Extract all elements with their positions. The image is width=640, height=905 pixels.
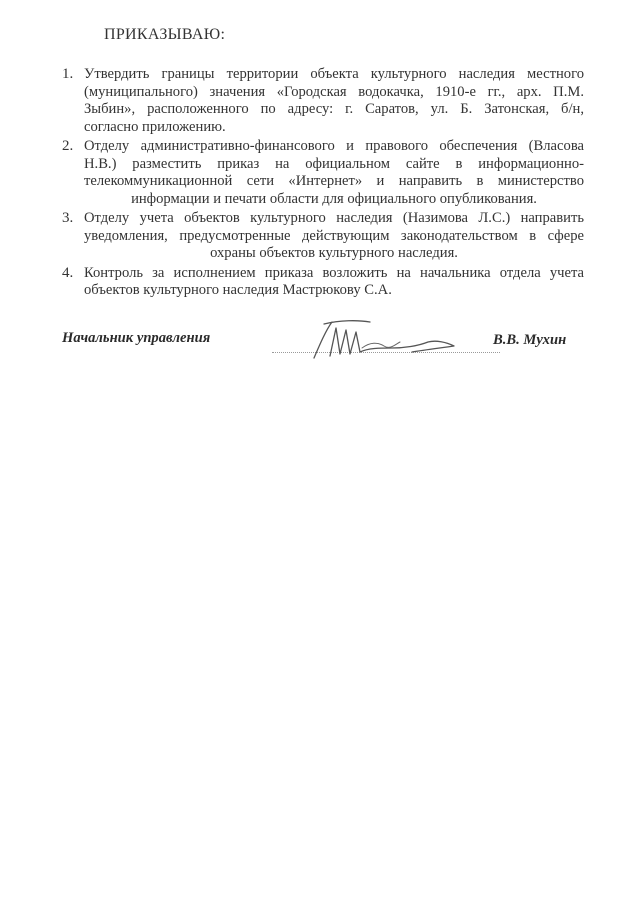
signatory-name: В.В. Мухин bbox=[493, 332, 567, 348]
order-item-line: объектов культурного наследия Мастрюкову С.А. bbox=[84, 282, 392, 298]
handwritten-signature bbox=[300, 318, 480, 362]
order-item bbox=[62, 138, 584, 208]
order-item-line: Контроль за исполнением приказа возложить на начальника отдела учета bbox=[84, 264, 584, 281]
order-item-number: 1. bbox=[62, 66, 74, 82]
order-item bbox=[62, 66, 584, 136]
order-item-line: информации и печати области для официального опубликования. bbox=[131, 190, 537, 207]
signatory-title: Начальник управления bbox=[62, 330, 211, 346]
order-item-line: Утвердить границы территории объекта культурного наследия местного bbox=[84, 66, 584, 82]
order-heading: ПРИКАЗЫВАЮ: bbox=[104, 26, 226, 43]
order-item-line: согласно приложению. bbox=[84, 118, 226, 135]
order-item-line: Отделу учета объектов культурного наследия (Назимова Л.С.) направить bbox=[84, 210, 584, 226]
order-item bbox=[62, 210, 584, 263]
order-item-line: (муниципального) значения «Городская водокачка, 1910-е гг., арх. П.М. bbox=[84, 83, 584, 100]
order-item-line: охраны объектов культурного наследия. bbox=[210, 245, 458, 261]
order-item-number: 3. bbox=[62, 210, 74, 226]
order-item-line: телекоммуникационной сети «Интернет» и направить в министерство bbox=[84, 173, 584, 189]
order-item bbox=[62, 265, 584, 300]
order-item-line: Н.В.) разместить приказ на официальном сайте в информационно- bbox=[84, 155, 584, 172]
order-item-line: Зыбин», расположенного по адресу: г. Саратов, ул. Б. Затонская, б/н, bbox=[84, 101, 584, 117]
order-items-list bbox=[62, 66, 584, 302]
signature-block bbox=[62, 318, 592, 366]
order-item-line: уведомления, предусмотренные действующим законодательством в сфере bbox=[84, 227, 584, 244]
order-item-line: Отделу административно-финансового и правового обеспечения (Власова bbox=[84, 138, 584, 154]
order-item-number: 4. bbox=[62, 264, 74, 281]
order-item-number: 2. bbox=[62, 138, 74, 154]
